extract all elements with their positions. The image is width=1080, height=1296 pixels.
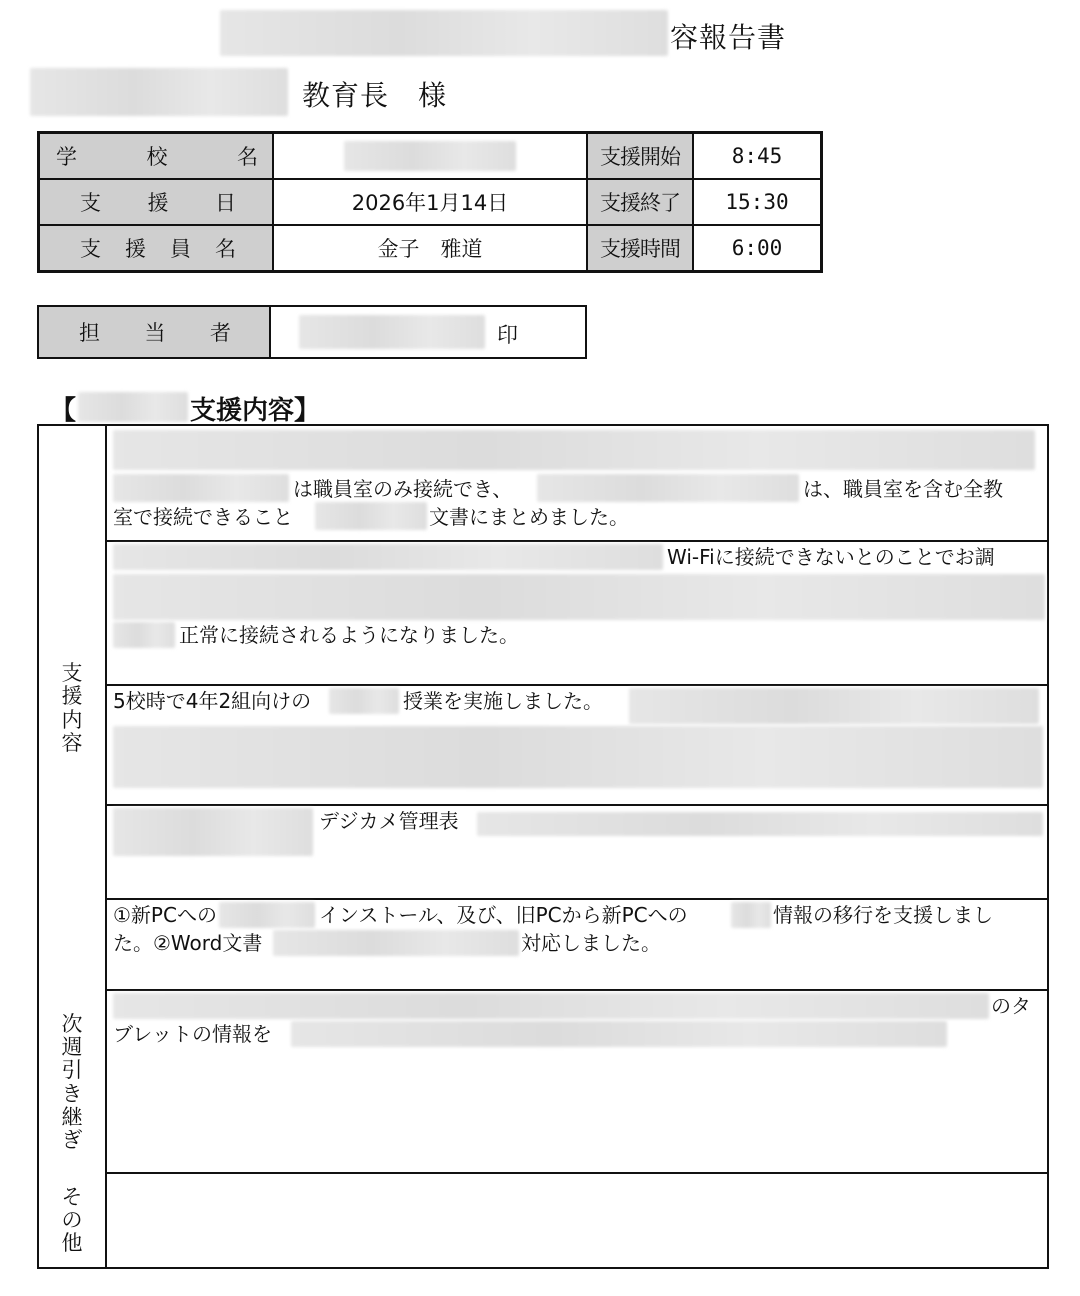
other-label: そ の 他 [39, 1174, 107, 1267]
start-time-label: 支援開始 [587, 133, 693, 180]
content-row-3: 5校時で4年2組向けの 授業を実施しました。 [107, 686, 1047, 806]
content-row-1: は職員室のみ接続でき、 は、職員室を含む全教 室で接続できること 文書にまとめました。 [107, 426, 1047, 542]
hours-label: 支援時間 [587, 225, 693, 272]
representative-value [271, 307, 585, 357]
representative-label: 担 当 者 [39, 307, 271, 357]
content-row-4: デジカメ管理表 [107, 806, 1047, 900]
staff-name-value: 金子 雅道 [273, 225, 587, 272]
school-name-label: 学 校 名 [39, 133, 274, 180]
redacted-section-prefix [78, 392, 188, 422]
support-date-label: 支 援 日 [39, 179, 274, 225]
staff-name-label: 支 援 員 名 [39, 225, 274, 272]
end-time-label: 支援終了 [587, 179, 693, 225]
section-bracket: 【 [50, 396, 77, 426]
redacted-title-prefix [220, 10, 668, 56]
next-week-label: 次 週 引 き 継 ぎ [39, 991, 107, 1174]
redacted-city [30, 68, 288, 116]
section-title: 支援内容】 [190, 396, 321, 426]
start-time-value: 8:45 [693, 133, 822, 180]
support-date-value: 2026年1月14日 [273, 179, 587, 225]
addressee: 教育長 様 [302, 79, 448, 112]
content-row-2: Wi-Fiに接続できないとのことでお調 正常に接続されるようになりました。 [107, 542, 1047, 686]
support-content-label: 支 援 内 容 [39, 426, 107, 991]
seal-mark: 印 [497, 323, 518, 347]
end-time-value: 15:30 [693, 179, 822, 225]
school-name-value [273, 133, 587, 180]
content-row-5: ①新PCへの インストール、及び、旧PCから新PCへの 情報の移行を支援しまし た。②Word文書 対応しました。 [107, 900, 1047, 991]
content-table [37, 424, 1049, 1269]
next-week-row: のタ ブレットの情報を [107, 991, 1047, 1174]
report-title: 容報告書 [670, 21, 787, 54]
info-table [37, 131, 823, 273]
hours-value: 6:00 [693, 225, 822, 272]
representative-box [37, 305, 587, 359]
other-row [107, 1174, 1047, 1267]
